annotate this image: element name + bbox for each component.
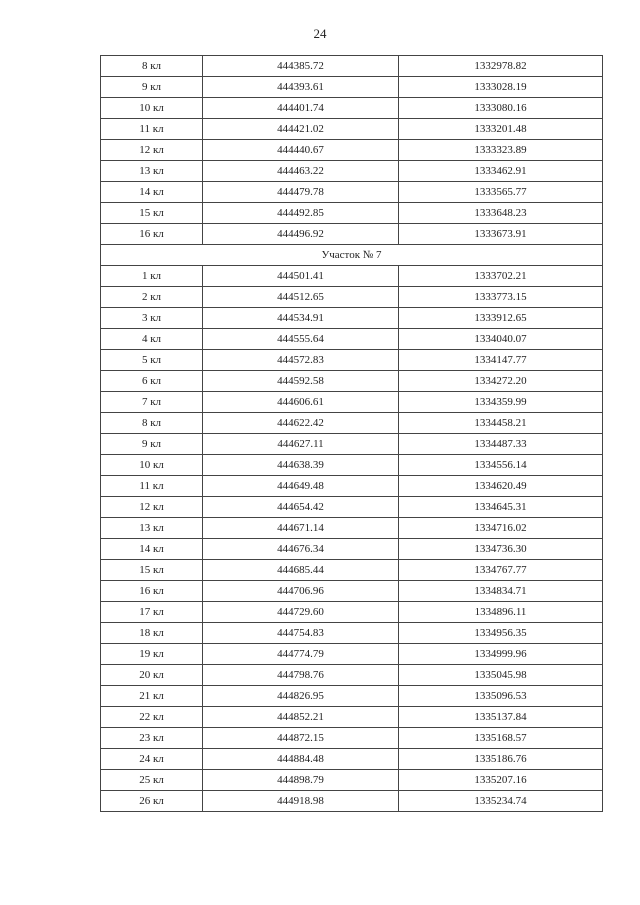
x-cell: 444676.34 — [203, 539, 399, 560]
x-cell: 444638.39 — [203, 455, 399, 476]
point-cell: 6 кл — [101, 371, 203, 392]
y-cell: 1334716.02 — [399, 518, 603, 539]
point-cell: 24 кл — [101, 749, 203, 770]
table-row — [101, 728, 603, 749]
x-cell: 444421.02 — [203, 119, 399, 140]
section-header-row — [101, 245, 603, 266]
x-cell: 444654.42 — [203, 497, 399, 518]
table-row — [101, 182, 603, 203]
table-row — [101, 56, 603, 77]
y-cell: 1334487.33 — [399, 434, 603, 455]
y-cell: 1334272.20 — [399, 371, 603, 392]
table-row — [101, 455, 603, 476]
point-cell: 11 кл — [101, 119, 203, 140]
table-row — [101, 665, 603, 686]
table-row — [101, 308, 603, 329]
x-cell: 444685.44 — [203, 560, 399, 581]
point-cell: 23 кл — [101, 728, 203, 749]
x-cell: 444463.22 — [203, 161, 399, 182]
table-row — [101, 287, 603, 308]
x-cell: 444401.74 — [203, 98, 399, 119]
point-cell: 14 кл — [101, 539, 203, 560]
point-cell: 8 кл — [101, 413, 203, 434]
y-cell: 1334620.49 — [399, 476, 603, 497]
y-cell: 1334645.31 — [399, 497, 603, 518]
table-row — [101, 770, 603, 791]
table-row — [101, 539, 603, 560]
point-cell: 25 кл — [101, 770, 203, 791]
y-cell: 1334147.77 — [399, 350, 603, 371]
x-cell: 444852.21 — [203, 707, 399, 728]
table-row — [101, 266, 603, 287]
y-cell: 1332978.82 — [399, 56, 603, 77]
y-cell: 1334896.11 — [399, 602, 603, 623]
x-cell: 444592.58 — [203, 371, 399, 392]
x-cell: 444512.65 — [203, 287, 399, 308]
point-cell: 17 кл — [101, 602, 203, 623]
point-cell: 14 кл — [101, 182, 203, 203]
y-cell: 1334956.35 — [399, 623, 603, 644]
x-cell: 444555.64 — [203, 329, 399, 350]
y-cell: 1335186.76 — [399, 749, 603, 770]
point-cell: 21 кл — [101, 686, 203, 707]
x-cell: 444496.92 — [203, 224, 399, 245]
table-row — [101, 581, 603, 602]
y-cell: 1333028.19 — [399, 77, 603, 98]
x-cell: 444606.61 — [203, 392, 399, 413]
table-row — [101, 329, 603, 350]
table-row — [101, 98, 603, 119]
point-cell: 20 кл — [101, 665, 203, 686]
y-cell: 1334359.99 — [399, 392, 603, 413]
x-cell: 444826.95 — [203, 686, 399, 707]
point-cell: 15 кл — [101, 203, 203, 224]
x-cell: 444649.48 — [203, 476, 399, 497]
y-cell: 1335234.74 — [399, 791, 603, 812]
table-row — [101, 518, 603, 539]
table-row — [101, 791, 603, 812]
point-cell: 11 кл — [101, 476, 203, 497]
table-row — [101, 350, 603, 371]
point-cell: 9 кл — [101, 434, 203, 455]
point-cell: 2 кл — [101, 287, 203, 308]
x-cell: 444572.83 — [203, 350, 399, 371]
table-row — [101, 686, 603, 707]
table-row — [101, 434, 603, 455]
y-cell: 1333565.77 — [399, 182, 603, 203]
page-number: 24 — [313, 26, 327, 41]
point-cell: 26 кл — [101, 791, 203, 812]
table-row — [101, 392, 603, 413]
table-row — [101, 623, 603, 644]
point-cell: 15 кл — [101, 560, 203, 581]
table-row — [101, 602, 603, 623]
y-cell: 1333773.15 — [399, 287, 603, 308]
y-cell: 1333673.91 — [399, 224, 603, 245]
x-cell: 444671.14 — [203, 518, 399, 539]
x-cell: 444385.72 — [203, 56, 399, 77]
y-cell: 1334040.07 — [399, 329, 603, 350]
table-row — [101, 77, 603, 98]
x-cell: 444729.60 — [203, 602, 399, 623]
table-row — [101, 707, 603, 728]
x-cell: 444884.48 — [203, 749, 399, 770]
point-cell: 1 кл — [101, 266, 203, 287]
table-row — [101, 371, 603, 392]
x-cell: 444754.83 — [203, 623, 399, 644]
table-row — [101, 119, 603, 140]
y-cell: 1335168.57 — [399, 728, 603, 749]
y-cell: 1335137.84 — [399, 707, 603, 728]
x-cell: 444918.98 — [203, 791, 399, 812]
point-cell: 8 кл — [101, 56, 203, 77]
point-cell: 16 кл — [101, 224, 203, 245]
x-cell: 444798.76 — [203, 665, 399, 686]
section-title: Участок № 7 — [101, 245, 603, 266]
x-cell: 444534.91 — [203, 308, 399, 329]
y-cell: 1335045.98 — [399, 665, 603, 686]
x-cell: 444393.61 — [203, 77, 399, 98]
y-cell: 1333201.48 — [399, 119, 603, 140]
point-cell: 12 кл — [101, 140, 203, 161]
point-cell: 12 кл — [101, 497, 203, 518]
point-cell: 7 кл — [101, 392, 203, 413]
table-row — [101, 476, 603, 497]
x-cell: 444774.79 — [203, 644, 399, 665]
x-cell: 444501.41 — [203, 266, 399, 287]
point-cell: 13 кл — [101, 518, 203, 539]
table-row — [101, 644, 603, 665]
table-row — [101, 413, 603, 434]
y-cell: 1334556.14 — [399, 455, 603, 476]
point-cell: 3 кл — [101, 308, 203, 329]
point-cell: 10 кл — [101, 455, 203, 476]
y-cell: 1334999.96 — [399, 644, 603, 665]
point-cell: 4 кл — [101, 329, 203, 350]
point-cell: 22 кл — [101, 707, 203, 728]
x-cell: 444898.79 — [203, 770, 399, 791]
x-cell: 444706.96 — [203, 581, 399, 602]
point-cell: 9 кл — [101, 77, 203, 98]
coordinates-table — [100, 55, 603, 812]
x-cell: 444492.85 — [203, 203, 399, 224]
table-row — [101, 161, 603, 182]
table-row — [101, 497, 603, 518]
y-cell: 1334458.21 — [399, 413, 603, 434]
point-cell: 5 кл — [101, 350, 203, 371]
y-cell: 1333323.89 — [399, 140, 603, 161]
y-cell: 1334736.30 — [399, 539, 603, 560]
y-cell: 1334767.77 — [399, 560, 603, 581]
y-cell: 1333462.91 — [399, 161, 603, 182]
y-cell: 1335207.16 — [399, 770, 603, 791]
table-row — [101, 203, 603, 224]
x-cell: 444440.67 — [203, 140, 399, 161]
y-cell: 1333912.65 — [399, 308, 603, 329]
x-cell: 444622.42 — [203, 413, 399, 434]
table-row — [101, 749, 603, 770]
point-cell: 16 кл — [101, 581, 203, 602]
point-cell: 10 кл — [101, 98, 203, 119]
y-cell: 1333080.16 — [399, 98, 603, 119]
point-cell: 13 кл — [101, 161, 203, 182]
coordinates-table-body — [101, 56, 603, 812]
table-row — [101, 560, 603, 581]
x-cell: 444872.15 — [203, 728, 399, 749]
y-cell: 1335096.53 — [399, 686, 603, 707]
table-row — [101, 140, 603, 161]
y-cell: 1333702.21 — [399, 266, 603, 287]
x-cell: 444479.78 — [203, 182, 399, 203]
point-cell: 18 кл — [101, 623, 203, 644]
x-cell: 444627.11 — [203, 434, 399, 455]
table-row — [101, 224, 603, 245]
y-cell: 1333648.23 — [399, 203, 603, 224]
point-cell: 19 кл — [101, 644, 203, 665]
y-cell: 1334834.71 — [399, 581, 603, 602]
